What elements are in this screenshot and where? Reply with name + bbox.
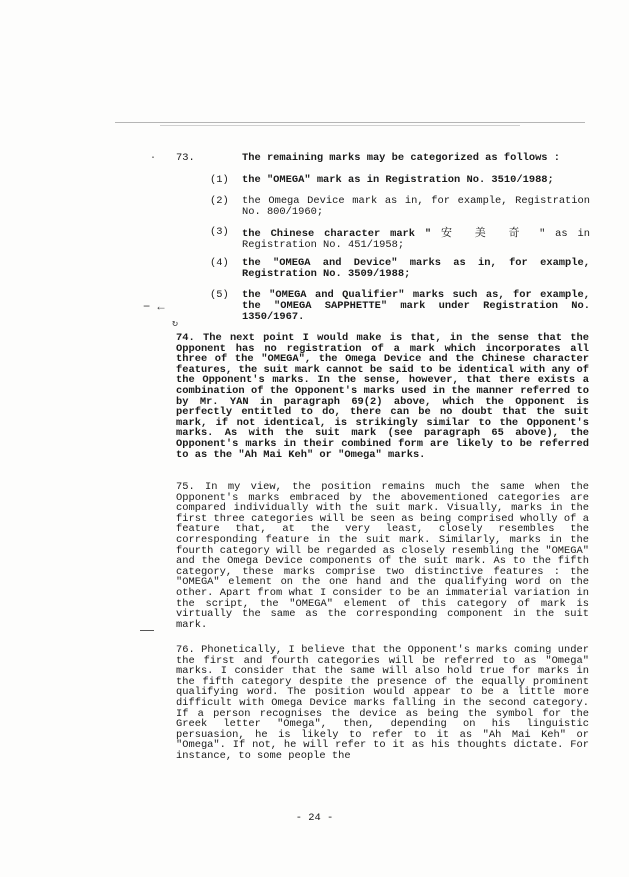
list-item [210,196,590,218]
margin-mark: ↻ [172,319,179,330]
list-item-text: the Omega Device mark as in, for example, Registration No. 800/1960; [242,195,590,218]
list-item-text: the Chinese character mark " [242,228,432,240]
list-item [210,290,590,323]
list-item-text: the "OMEGA and Device" marks as in, for example, Registration No. 3509/1988; [242,257,590,280]
scan-artifact-line [115,122,585,123]
paragraph-74: 74. The next point I would make is that, in the sense that the Opponent has no registration of a mark which incorporates all three of the "OMEGA", the Omega Device and the Chinese character features, the suit mark cannot be said to be identical with any of the Opponent's marks. In the sense, however, that there exists a combination of the Opponent's marks used in the manner referred to by Mr. YAN in paragraph 69(2) above, which the Opponent is perfectly entitled to do, there can be no doubt that the suit mark, if not identical, is strikingly similar to the Opponent's marks. As with the suit mark (see paragraph 65 above), the Opponent's marks in their combined form are likely to be referred to as the "Ah Mai Keh" or "Omega" marks. [176,332,589,461]
list-item-number: (4) [210,257,229,269]
scan-artifact-line [160,125,520,126]
page-number: - 24 - [295,812,334,824]
list-item [210,227,590,251]
list-item-number: (3) [210,226,229,238]
chinese-characters: 安 美 奇 [441,226,530,239]
list-item-number: (2) [210,195,229,207]
list-item-number: (1) [210,174,229,186]
list-item [210,175,590,186]
paragraph-76: 76. Phonetically, I believe that the Opponent's marks coming under the first and fourth categories will be referred to as "Omega" marks. I consider that the same will also hold true for marks in the fifth category despite the presence of the equally prominent qualifying word. The position would appear to be a little more difficult with Omega Device marks falling in the second category. If a person recognises the device as being the symbol for the Greek letter "Omega", then, depending on his linguistic persuasion, he is likely to refer to it as "Ah Mai Keh" or "Omega". If not, he will refer to it as his thoughts dictate. For instance, to some people the [176,644,589,762]
list-item-number: (5) [210,289,229,301]
margin-mark: − ← [143,300,165,314]
list-item-text: the "OMEGA and Qualifier" marks such as, for example, the "OMEGA SAPPHETTE" mark under Registration No. 1350/1967. [242,289,590,323]
margin-mark [140,630,154,631]
paragraph-73-intro [176,152,596,164]
list-item [210,258,590,280]
paragraph-75: 75. In my view, the position remains much the same when the Opponent's marks embraced by the abovementioned categories are compared individually with the suit mark. Visually, marks in the first three categories will be seen as being comprised wholly of a feature that, at the very least, closely resembles the corresponding feature in the suit mark. Similarly, marks in the fourth category will be regarded as closely resembling the "OMEGA" and the Omega Device components of the suit mark. As to the fifth category, these marks comprise two distinctive features : the "OMEGA" element on the one hand and the qualifying word on the other. Apart from what I consider to be an immaterial variation in the script, the "OMEGA" element of this category of mark is virtually the same as the corresponding component in the suit mark. [176,481,589,631]
list-item-text: " as in Registration No. 451/1958; [242,228,590,251]
margin-mark: · [150,153,157,164]
paragraph-text: The remaining marks may be categorized as follows : [242,152,561,164]
list-item-text: the "OMEGA" mark as in Registration No. 3510/1988; [242,174,554,186]
paragraph-number: 73. [176,152,195,164]
